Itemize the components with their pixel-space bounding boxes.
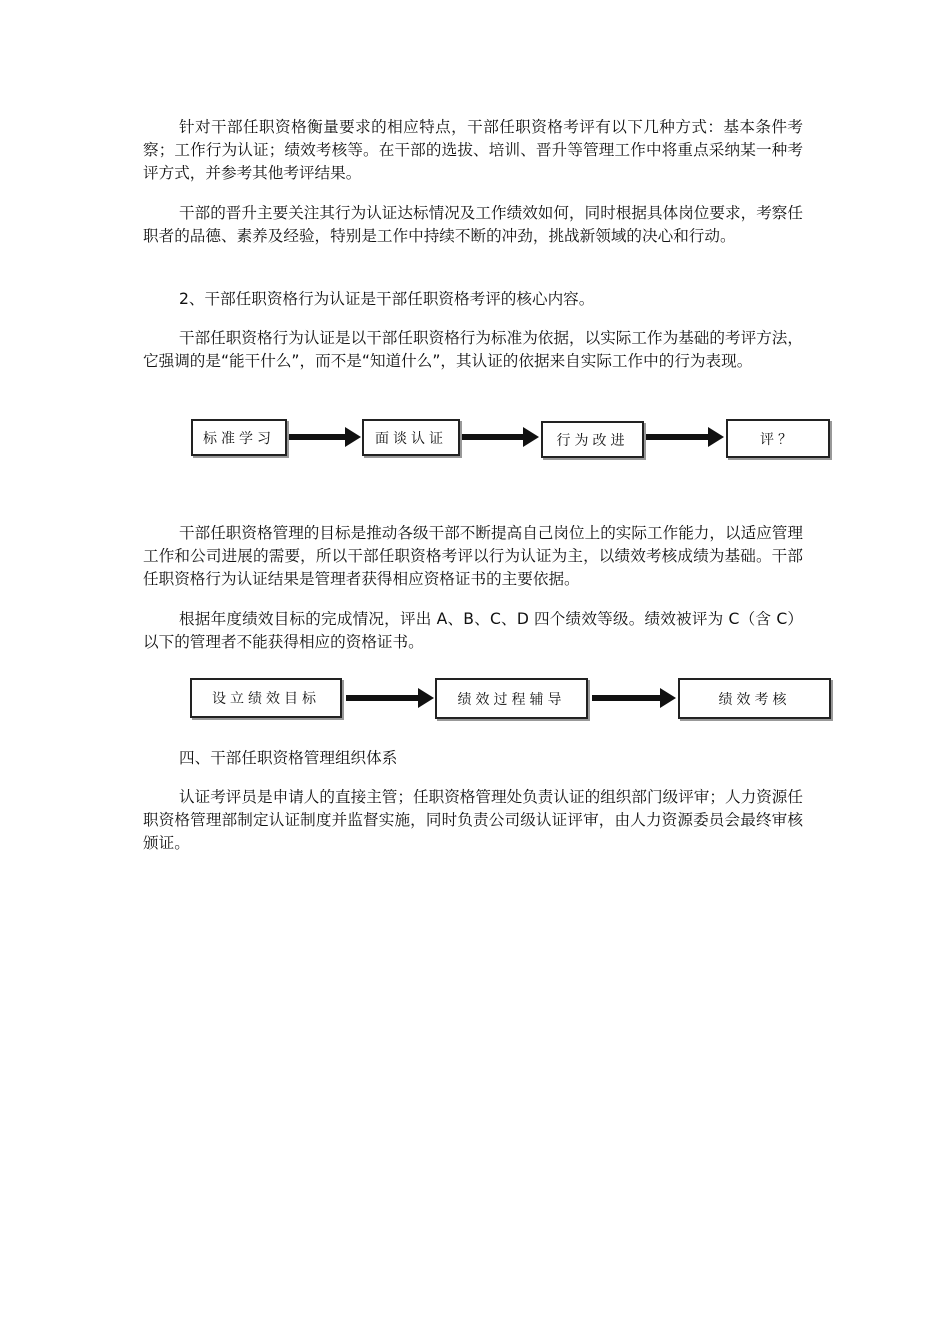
paragraph-performance-grades: 根据年度绩效目标的完成情况，评出 A、B、C、D 四个绩效等级。绩效被评为 C（含 C）以下的管理者不能获得相应的资格证书。 bbox=[143, 610, 803, 651]
section-heading-behavior-certification: 2、干部任职资格行为认证是干部任职资格考评的核心内容。 bbox=[179, 290, 595, 308]
section-heading-organization: 四、干部任职资格管理组织体系 bbox=[179, 749, 398, 767]
flow1-step-evaluate bbox=[726, 419, 830, 458]
flow1-arrow-1 bbox=[289, 434, 347, 440]
flow2-arrow-1 bbox=[346, 695, 420, 701]
paragraph-promotion-focus: 干部的晋升主要关注其行为认证达标情况及工作绩效如何，同时根据具体岗位要求，考察任职者的品德、素养及经验，特别是工作中持续不断的冲劲，挑战新领域的决心和行动。 bbox=[143, 204, 803, 245]
flow2-step-set-goals bbox=[190, 678, 342, 718]
flow2-step-label: 绩效考核 bbox=[718, 691, 791, 708]
paragraph-assessment-methods: 针对干部任职资格衡量要求的相应特点，干部任职资格考评有以下几种方式：基本条件考察；工作行为认证；绩效考核等。在干部的选拔、培训、晋升等管理工作中将重点采纳某一种考评方式，并参考其他考评结果。 bbox=[143, 118, 803, 182]
flow2-step-appraisal bbox=[678, 678, 831, 719]
flow1-step-standard-learning bbox=[191, 419, 287, 456]
flow1-step-label: 行为改进 bbox=[556, 432, 629, 449]
flow2-arrow-2 bbox=[592, 695, 662, 701]
flow1-step-label: 面谈认证 bbox=[375, 430, 447, 447]
flow1-arrow-2 bbox=[462, 434, 525, 440]
flow1-step-behavior-improve bbox=[541, 421, 644, 458]
flow2-step-label: 设立绩效目标 bbox=[212, 691, 320, 707]
flow2-step-process-coaching bbox=[435, 678, 588, 719]
flow1-arrow-3 bbox=[646, 434, 710, 440]
flow1-step-label: 标准学习 bbox=[203, 430, 275, 447]
flow2-step-label: 绩效过程辅导 bbox=[457, 691, 566, 708]
paragraph-organization-system: 认证考评员是申请人的直接主管；任职资格管理处负责认证的组织部门级评审；人力资源任职资格管理部制定认证制度并监督实施，同时负责公司级认证评审，由人力资源委员会最终审核颁证。 bbox=[143, 788, 803, 852]
flow1-step-interview bbox=[362, 419, 460, 456]
paragraph-behavior-certification: 干部任职资格行为认证是以干部任职资格行为标准为依据，以实际工作为基础的考评方法，它强调的是“能干什么”，而不是“知道什么”，其认证的依据来自实际工作中的行为表现。 bbox=[143, 329, 803, 370]
paragraph-management-goal: 干部任职资格管理的目标是推动各级干部不断提高自己岗位上的实际工作能力，以适应管理工作和公司进展的需要，所以干部任职资格考评以行为认证为主，以绩效考核成绩为基础。干部任职资格行为认证结果是管理者获得相应资格证书的主要依据。 bbox=[143, 524, 803, 588]
flow1-step-label: 评？ bbox=[760, 431, 796, 448]
